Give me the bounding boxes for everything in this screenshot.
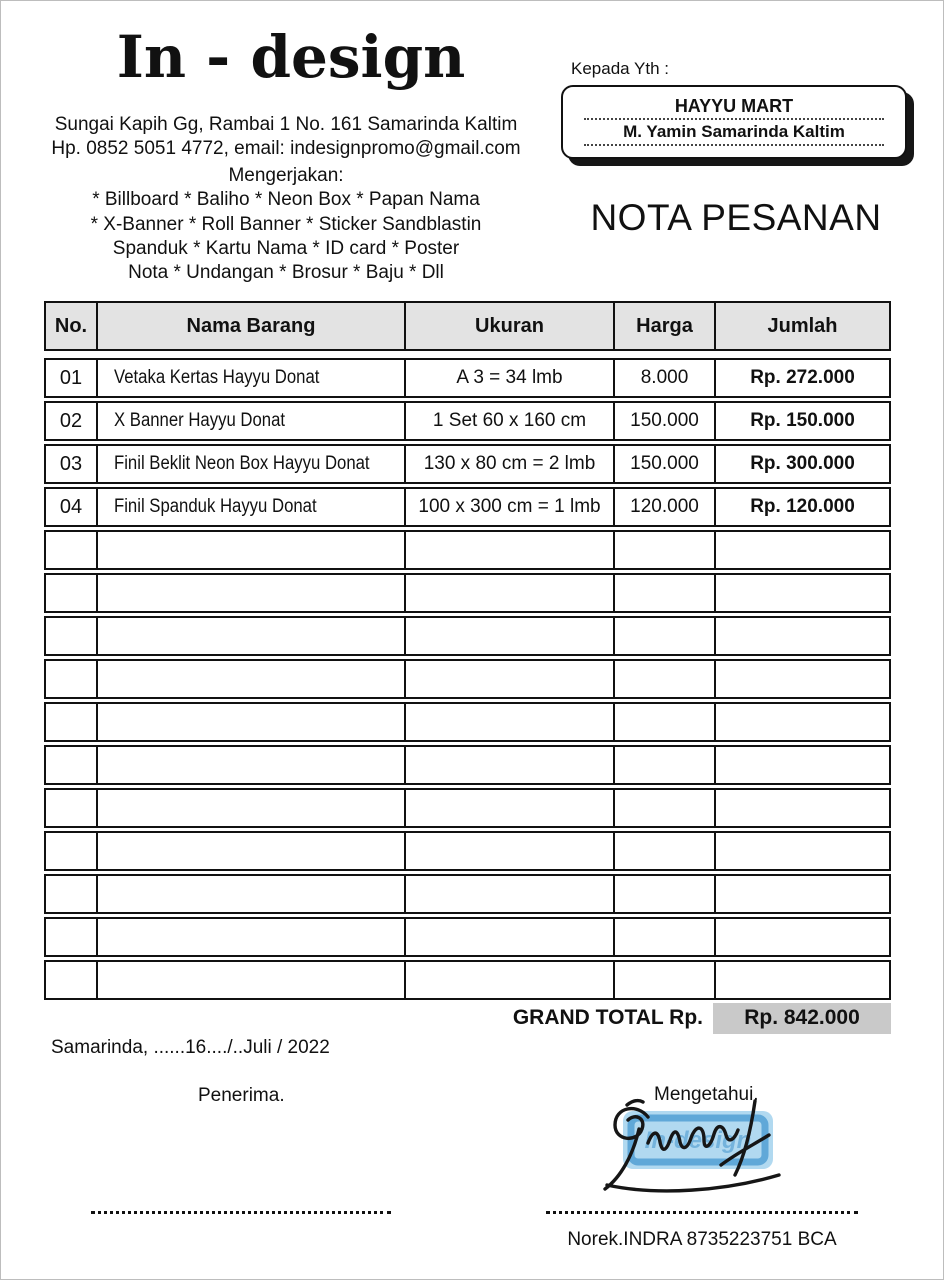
cell-harga	[615, 704, 716, 740]
cell-no	[46, 532, 98, 568]
table-row-empty	[44, 831, 891, 871]
cell-jumlah	[716, 833, 889, 869]
cell-ukuran	[406, 919, 615, 955]
cell-harga	[615, 790, 716, 826]
cell-no	[46, 876, 98, 912]
approver-signature-line	[546, 1211, 858, 1214]
services-line: Spanduk * Kartu Nama * ID card * Poster	[112, 237, 460, 259]
stamp-text: In-design	[644, 1127, 752, 1154]
cell-jumlah: Rp. 300.000	[750, 453, 855, 474]
cell-no	[46, 919, 98, 955]
cell-nama	[98, 747, 406, 783]
company-address	[26, 113, 546, 162]
grand-total-label: GRAND TOTAL Rp.	[512, 1006, 703, 1029]
services-line: Nota * Undangan * Brosur * Baju * Dll	[128, 262, 444, 284]
stamp-signature-svg	[593, 1093, 803, 1198]
cell-harga: 120.000	[615, 489, 716, 525]
table-row	[44, 444, 891, 484]
cell-jumlah	[716, 618, 889, 654]
cell-nama	[98, 919, 406, 955]
cell-nama	[98, 403, 406, 439]
cell-no: 03	[46, 446, 98, 482]
table-header-harga: Harga	[615, 303, 716, 349]
cell-harga	[615, 876, 716, 912]
table-row-empty	[44, 530, 891, 570]
cell-nama	[98, 618, 406, 654]
cell-harga	[615, 962, 716, 998]
table-row-empty	[44, 960, 891, 1000]
date-line: Samarinda, ......16..../..Juli / 2022	[51, 1037, 330, 1058]
table-row-empty	[44, 917, 891, 957]
approver-label: Mengetahui.	[654, 1084, 759, 1105]
cell-no: 02	[46, 403, 98, 439]
table-row-empty	[44, 616, 891, 656]
table-row-empty	[44, 659, 891, 699]
cell-ukuran: 100 x 300 cm = 1 lmb	[406, 489, 615, 525]
cell-nama	[98, 489, 406, 525]
recipient-box	[561, 85, 907, 159]
cell-ukuran	[406, 747, 615, 783]
cell-harga	[615, 575, 716, 611]
cell-nama	[98, 532, 406, 568]
cell-nama	[98, 575, 406, 611]
cell-nama	[98, 704, 406, 740]
table-body	[44, 358, 891, 1000]
item-name-text: Vetaka Kertas Hayyu Donat	[114, 367, 320, 388]
cell-harga	[615, 618, 716, 654]
services-line: * X-Banner * Roll Banner * Sticker Sandblastin	[90, 213, 482, 235]
table-row	[44, 358, 891, 398]
recipient-name: HAYYU MART	[584, 95, 885, 120]
cell-jumlah	[716, 661, 889, 697]
cell-ukuran	[406, 618, 615, 654]
item-name-text: Finil Spanduk Hayyu Donat	[114, 496, 317, 517]
receiver-label: Penerima.	[198, 1085, 285, 1106]
cell-nama	[98, 790, 406, 826]
recipient-label: Kepada Yth :	[571, 59, 669, 78]
cell-harga: 8.000	[615, 360, 716, 396]
cell-harga	[615, 833, 716, 869]
cell-ukuran	[406, 876, 615, 912]
cell-no	[46, 704, 98, 740]
document-title: NOTA PESANAN	[590, 197, 882, 238]
table-row-empty	[44, 788, 891, 828]
cell-jumlah	[716, 704, 889, 740]
cell-ukuran	[406, 575, 615, 611]
cell-ukuran	[406, 833, 615, 869]
cell-no	[46, 962, 98, 998]
cell-nama	[98, 833, 406, 869]
company-services	[26, 164, 546, 286]
company-logo: In - design	[116, 23, 466, 91]
cell-harga: 150.000	[615, 403, 716, 439]
bank-account: Norek.INDRA 8735223751 BCA	[567, 1229, 837, 1250]
recipient-address: M. Yamin Samarinda Kaltim	[584, 120, 885, 147]
cell-ukuran	[406, 962, 615, 998]
cell-no	[46, 618, 98, 654]
table-header-nama: Nama Barang	[98, 303, 406, 349]
services-list	[26, 188, 546, 285]
cell-harga	[615, 919, 716, 955]
cell-ukuran: 130 x 80 cm = 2 lmb	[406, 446, 615, 482]
cell-ukuran	[406, 532, 615, 568]
cell-nama	[98, 661, 406, 697]
grand-total-row	[44, 1002, 891, 1034]
table-row-empty	[44, 702, 891, 742]
cell-nama	[98, 962, 406, 998]
cell-no	[46, 790, 98, 826]
table-header-no: No.	[46, 303, 98, 349]
cell-jumlah	[716, 575, 889, 611]
cell-jumlah	[716, 876, 889, 912]
company-address-line1: Sungai Kapih Gg, Rambai 1 No. 161 Samarinda Kaltim	[54, 114, 518, 135]
cell-jumlah: Rp. 272.000	[750, 367, 855, 388]
grand-total-value: Rp. 842.000	[713, 1003, 891, 1034]
cell-jumlah	[716, 747, 889, 783]
cell-jumlah	[716, 962, 889, 998]
cell-harga	[615, 661, 716, 697]
cell-harga	[615, 532, 716, 568]
table-row-empty	[44, 745, 891, 785]
company-address-line2: Hp. 0852 5051 4772, email: indesignpromo@gmail.com	[51, 138, 521, 160]
cell-no	[46, 661, 98, 697]
services-line: * Billboard * Baliho * Neon Box * Papan Nama	[92, 189, 480, 211]
cell-no: 01	[46, 360, 98, 396]
table-header-row	[44, 301, 891, 351]
cell-ukuran	[406, 790, 615, 826]
table-row-empty	[44, 573, 891, 613]
cell-nama	[98, 360, 406, 396]
cell-jumlah	[716, 790, 889, 826]
cell-harga	[615, 747, 716, 783]
table-row	[44, 401, 891, 441]
receiver-signature-line	[91, 1211, 391, 1214]
cell-jumlah	[716, 532, 889, 568]
item-name-text: Finil Beklit Neon Box Hayyu Donat	[114, 453, 370, 474]
cell-no: 04	[46, 489, 98, 525]
table-header-jumlah: Jumlah	[767, 314, 838, 337]
table-row-empty	[44, 874, 891, 914]
cell-no	[46, 833, 98, 869]
company-stamp-and-signature	[593, 1093, 803, 1198]
cell-ukuran: 1 Set 60 x 160 cm	[406, 403, 615, 439]
item-name-text: X Banner Hayyu Donat	[114, 410, 286, 431]
table-header-ukuran: Ukuran	[406, 303, 615, 349]
cell-harga: 150.000	[615, 446, 716, 482]
cell-jumlah: Rp. 150.000	[750, 410, 855, 431]
cell-ukuran	[406, 704, 615, 740]
cell-no	[46, 575, 98, 611]
cell-nama	[98, 876, 406, 912]
cell-no	[46, 747, 98, 783]
cell-jumlah	[716, 919, 889, 955]
table-row	[44, 487, 891, 527]
cell-ukuran	[406, 661, 615, 697]
services-heading: Mengerjakan:	[228, 165, 344, 186]
cell-nama	[98, 446, 406, 482]
order-table	[44, 301, 891, 1003]
cell-ukuran: A 3 = 34 lmb	[406, 360, 615, 396]
cell-jumlah: Rp. 120.000	[750, 496, 855, 517]
